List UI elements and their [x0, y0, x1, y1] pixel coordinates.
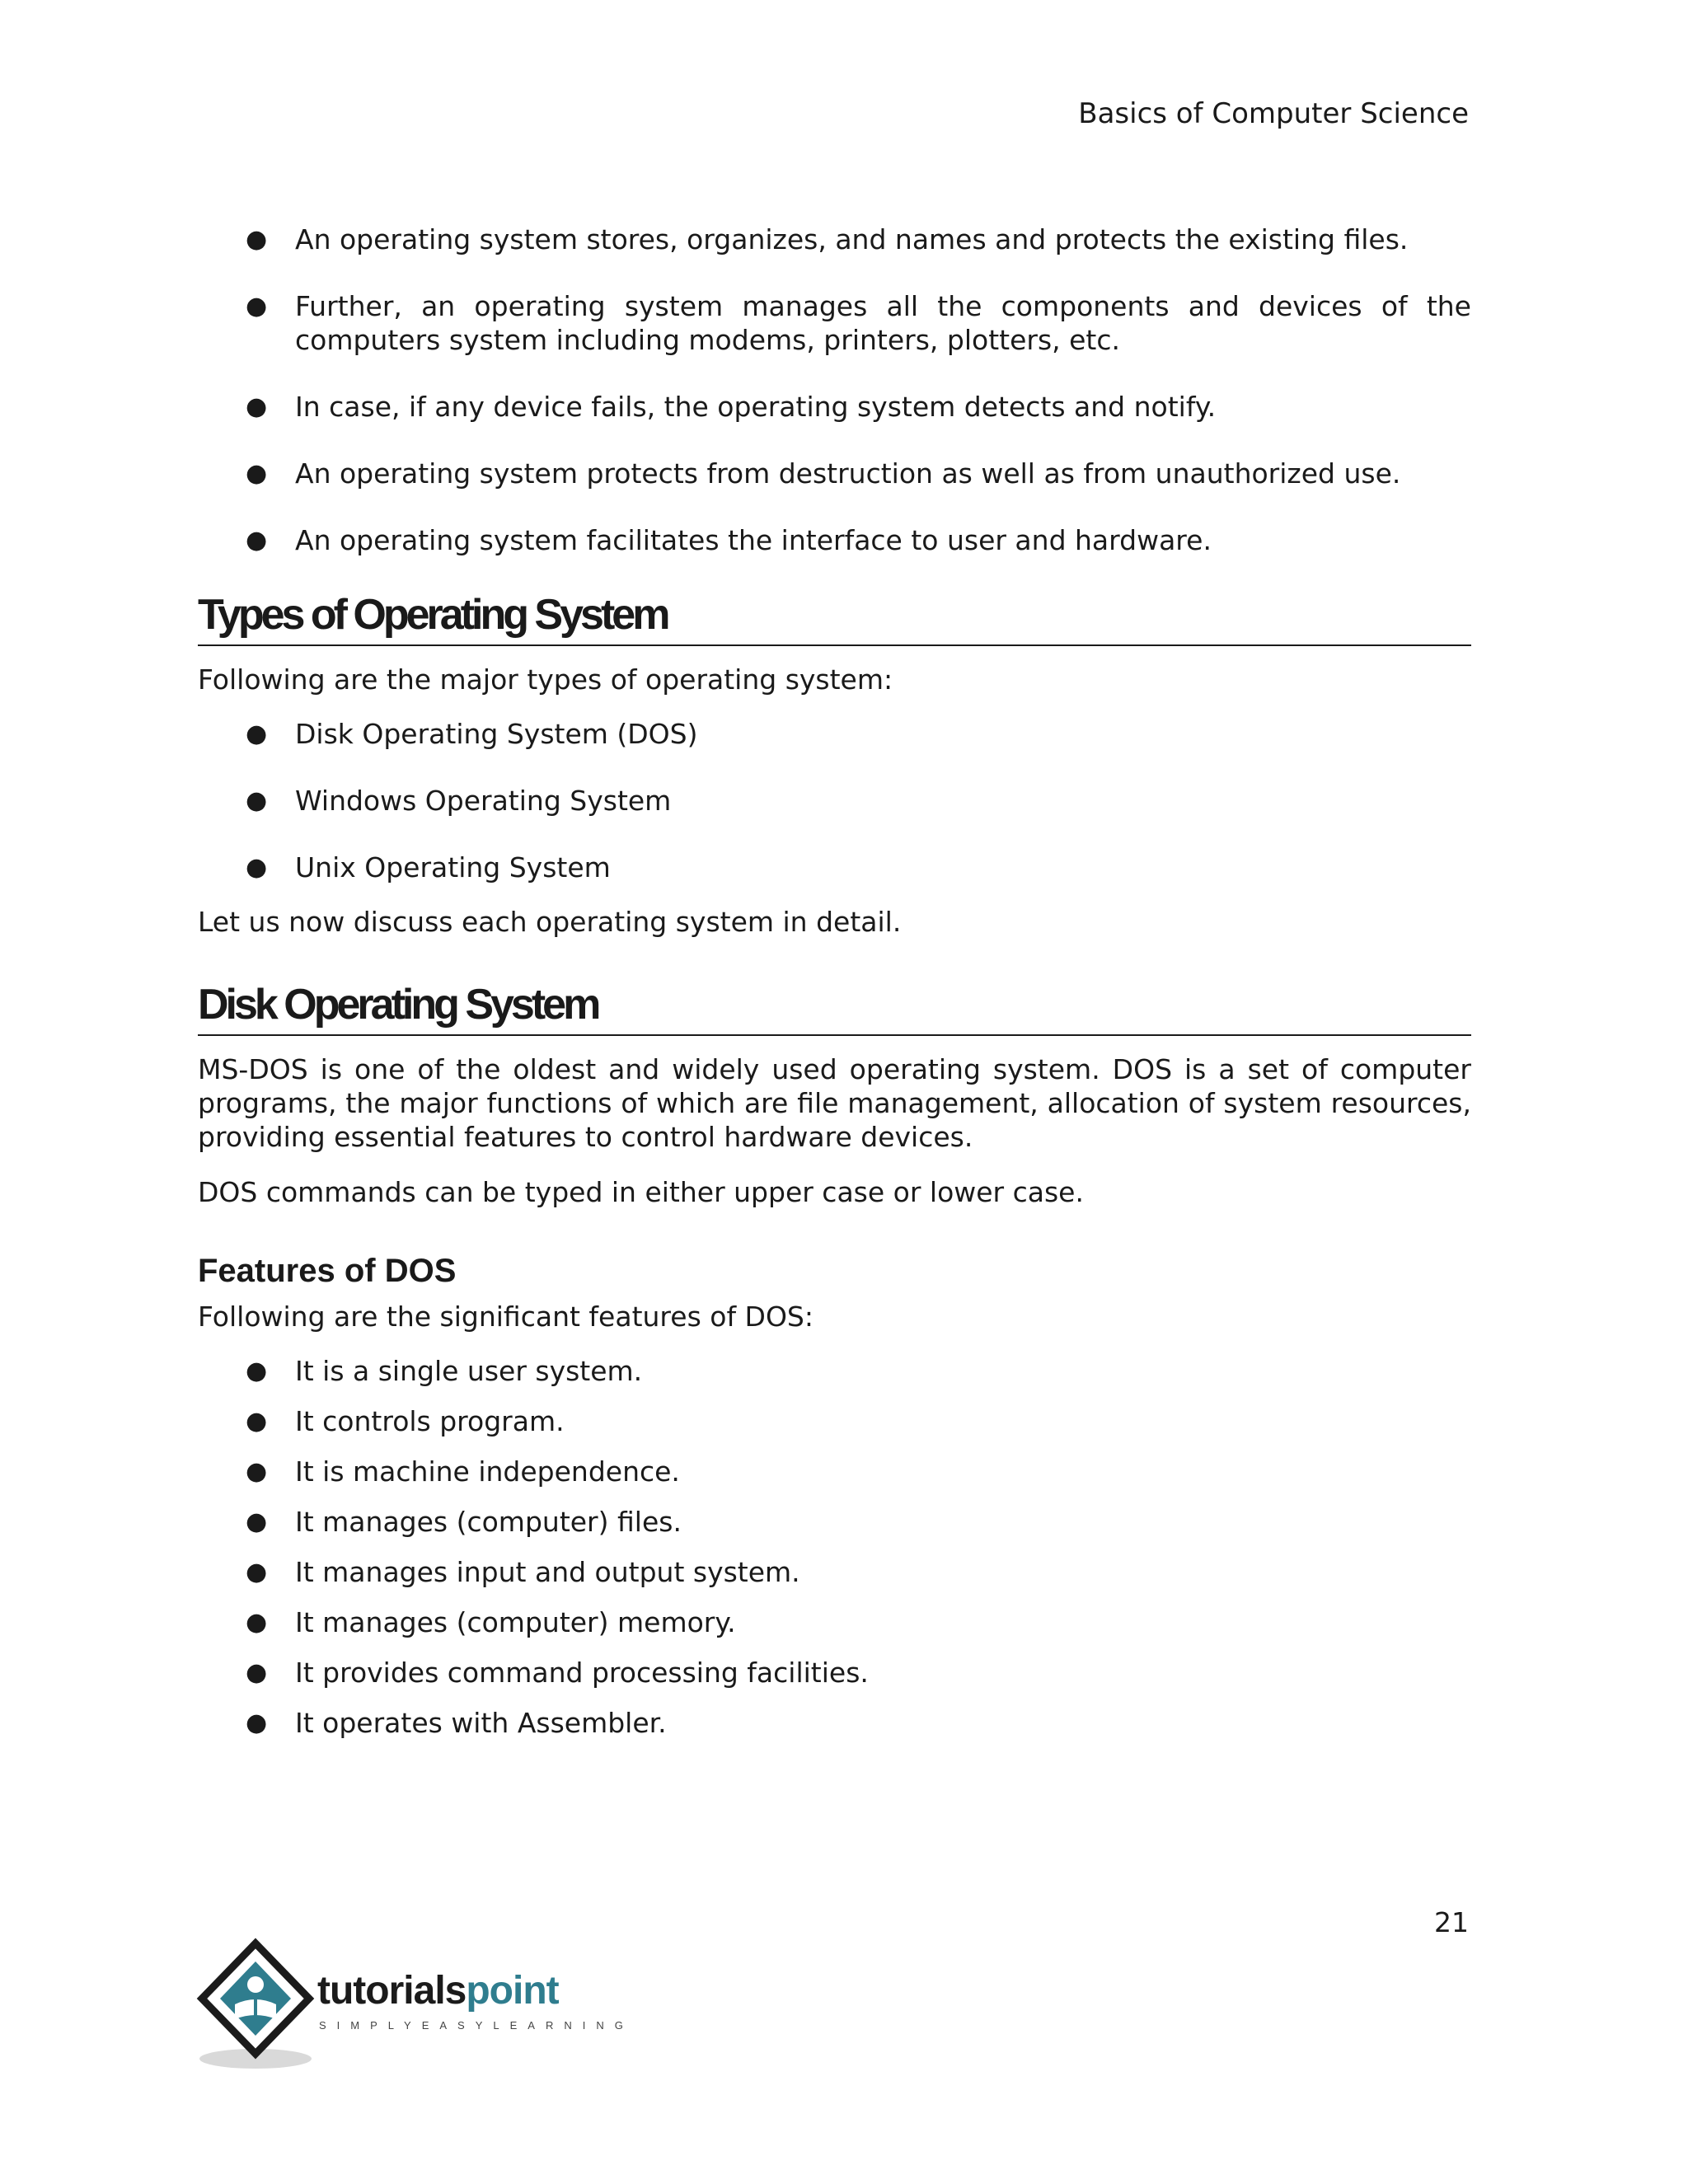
bullet-icon: ●: [246, 1608, 268, 1637]
list-item: ● Windows Operating System: [246, 785, 672, 817]
bullet-icon: ●: [246, 1407, 268, 1436]
list-item: ● It manages (computer) files.: [246, 1506, 682, 1538]
list-item: ● Further, an operating system manages all the components and devices of the computers system including modems, printers, plotters, etc.: [246, 290, 1471, 356]
bullet-icon: ●: [246, 1558, 268, 1586]
features-list: [198, 1354, 1471, 1740]
list-item: ● It manages (computer) memory.: [246, 1606, 736, 1638]
bullet-icon: ●: [246, 225, 268, 254]
list-item: ● It operates with Assembler.: [246, 1707, 667, 1739]
types-list: [198, 717, 1471, 884]
bullet-icon: ●: [246, 292, 268, 321]
bullet-icon: ●: [246, 392, 268, 421]
bullet-icon: ●: [246, 719, 268, 748]
dos-paragraph-1: MS-DOS is one of the oldest and widely used operating system. DOS is a set of computer programs, the major functions of which are file management, allocation of system resources, providing essential features to control hardware devices.: [198, 1053, 1471, 1153]
list-item: ● Unix Operating System: [246, 851, 611, 883]
list-item: ● In case, if any device fails, the operating system detects and notify.: [246, 391, 1217, 423]
tutorialspoint-logo: [194, 1937, 634, 2077]
types-intro: Following are the major types of operating system:: [198, 663, 893, 696]
bullet-icon: ●: [246, 786, 268, 815]
bullet-icon: ●: [246, 853, 268, 882]
section-heading-dos: Disk Operating System: [198, 980, 1471, 1036]
page-number: 21: [1434, 1906, 1469, 1938]
list-item: ● Disk Operating System (DOS): [246, 718, 698, 750]
running-header: Basics of Computer Science: [1078, 97, 1469, 130]
subheading-features: Features of DOS: [198, 1253, 457, 1289]
list-item: ● It is machine independence.: [246, 1455, 680, 1488]
list-item: ● An operating system stores, organizes, and names and protects the existing files.: [246, 223, 1409, 255]
bullet-icon: ●: [246, 1357, 268, 1385]
logo-diamond-icon: [194, 1937, 317, 2077]
bullet-icon: ●: [246, 526, 268, 555]
logo-tagline: SIMPLYEASYLEARNING: [319, 2019, 634, 2032]
intro-bullet-list: [198, 223, 1471, 557]
bullet-icon: ●: [246, 1457, 268, 1486]
list-item: ● It provides command processing facilities.: [246, 1657, 869, 1689]
page-content: [198, 223, 1471, 1756]
list-item: ● An operating system protects from destruction as well as from unauthorized use.: [246, 457, 1401, 490]
bullet-icon: ●: [246, 1658, 268, 1687]
logo-wordmark: tutorialspoint: [317, 1969, 559, 2013]
bullet-icon: ●: [246, 1507, 268, 1536]
section-heading-types: Types of Operating System: [198, 590, 1471, 646]
list-item: ● It manages input and output system.: [246, 1556, 800, 1588]
bullet-icon: ●: [246, 459, 268, 488]
features-intro: Following are the significant features of DOS:: [198, 1301, 814, 1333]
types-outro: Let us now discuss each operating system in detail.: [198, 906, 902, 938]
bullet-icon: ●: [246, 1708, 268, 1737]
dos-paragraph-2: DOS commands can be typed in either upper case or lower case.: [198, 1176, 1084, 1208]
list-item: ● It is a single user system.: [246, 1355, 643, 1387]
list-item: ● An operating system facilitates the interface to user and hardware.: [246, 524, 1212, 556]
list-item: ● It controls program.: [246, 1405, 565, 1437]
